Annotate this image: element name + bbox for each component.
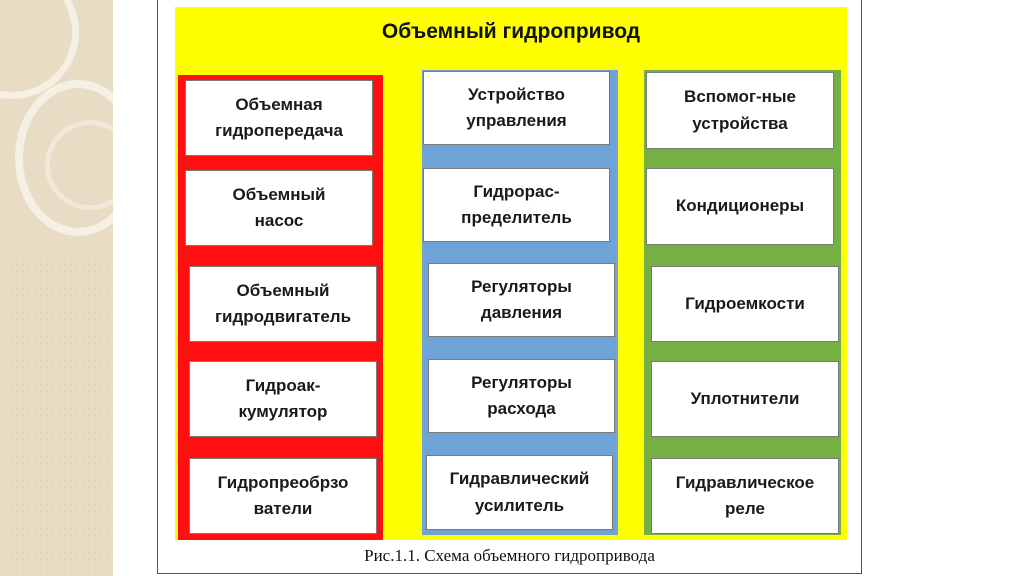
decorative-side-panel <box>0 0 113 576</box>
box-hydro-distributor: Гидрорас- пределитель <box>423 168 610 242</box>
box-auxiliary-devices: Вспомог-ные устройства <box>646 72 834 149</box>
box-control-device: Устройство управления <box>423 71 610 145</box>
box-seals: Уплотнители <box>651 361 839 437</box>
box-volumetric-motor: Объемный гидродвигатель <box>189 266 377 342</box>
box-volumetric-transmission: Объемная гидропередача <box>185 80 373 156</box>
box-hydraulic-amplifier: Гидравлический усилитель <box>426 455 613 530</box>
box-hydro-tanks: Гидроемкости <box>651 266 839 342</box>
figure-caption: Рис.1.1. Схема объемного гидропривода <box>364 546 655 565</box>
box-hydro-converters: Гидропреобрзо ватели <box>189 458 377 534</box>
box-volumetric-pump: Объемный насос <box>185 170 373 246</box>
box-conditioners: Кондиционеры <box>646 168 834 245</box>
box-hydraulic-relay: Гидравлическое реле <box>651 458 839 534</box>
box-pressure-regulators: Регуляторы давления <box>428 263 615 337</box>
diagram-title: Объемный гидропривод <box>381 20 641 43</box>
box-flow-regulators: Регуляторы расхода <box>428 359 615 433</box>
box-hydro-accumulator: Гидроак- кумулятор <box>189 361 377 437</box>
decorative-pattern <box>8 256 108 576</box>
